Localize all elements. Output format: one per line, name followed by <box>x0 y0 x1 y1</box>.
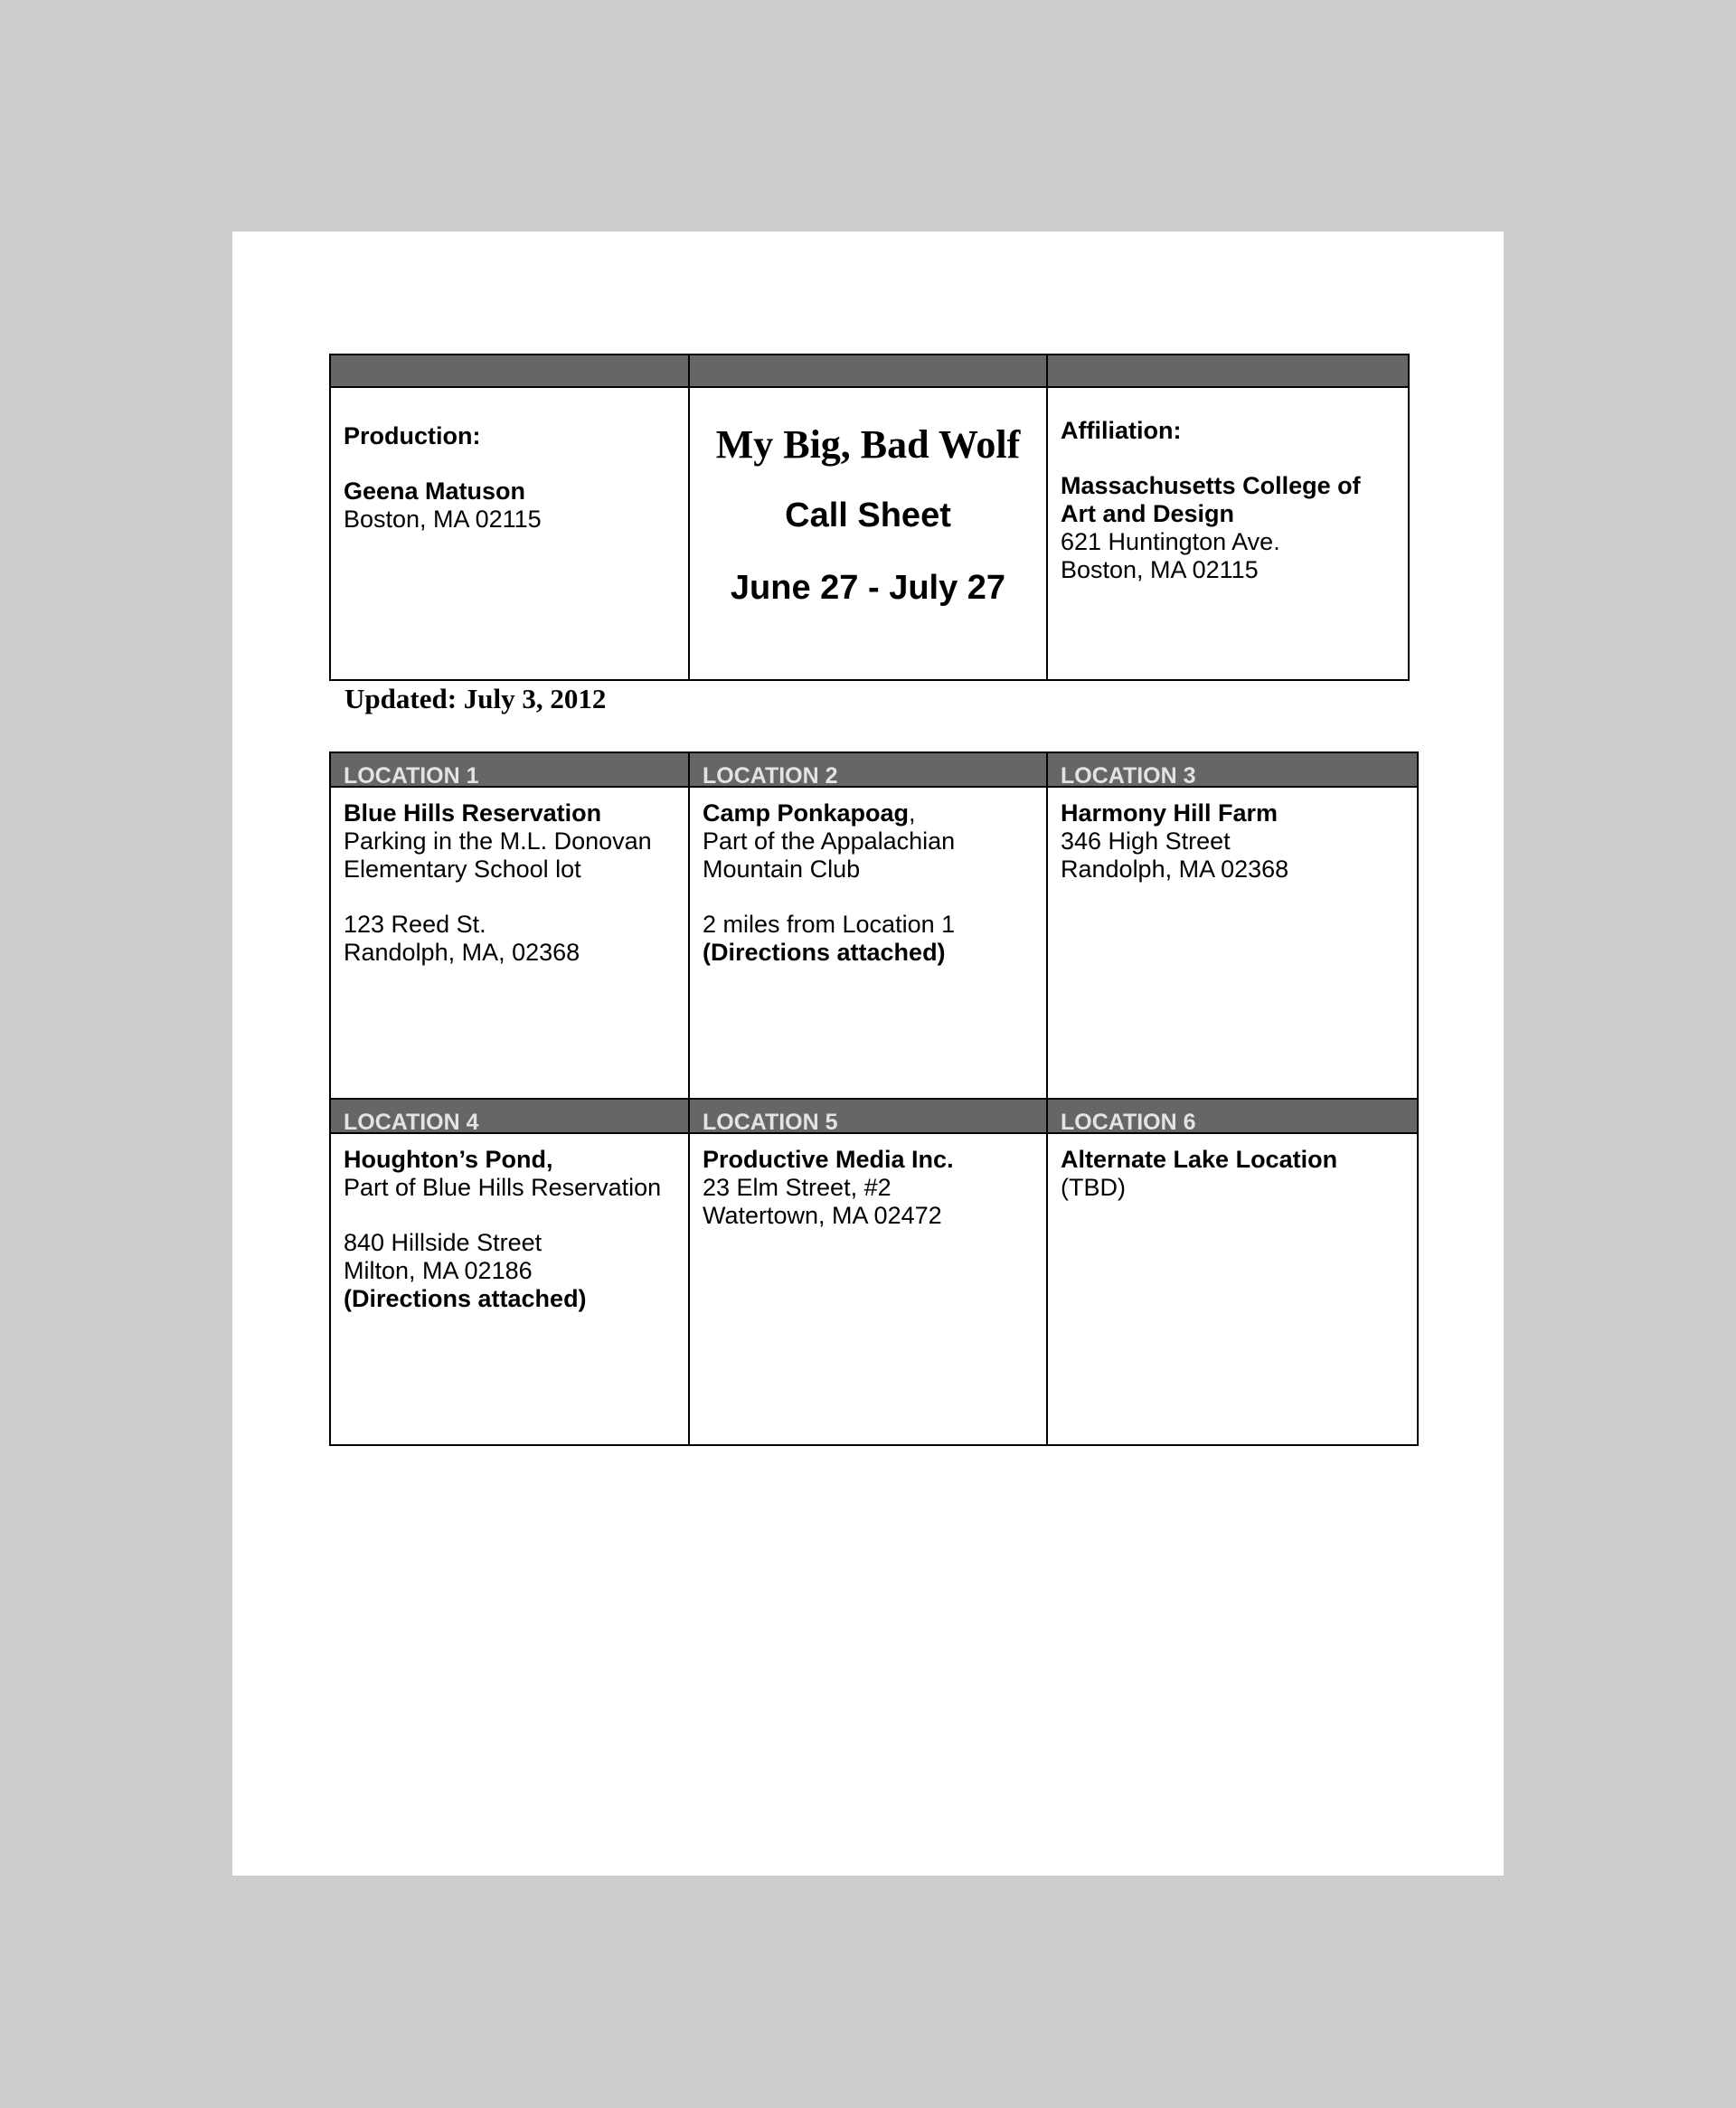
document-title: Call Sheet <box>785 496 951 534</box>
document-page <box>232 232 1504 1876</box>
locations-header-row-2 <box>330 1099 1418 1133</box>
directions-note: (Directions attached) <box>703 939 946 966</box>
locations-row-2 <box>330 1133 1418 1445</box>
header-table <box>329 354 1410 681</box>
affiliation-name-line1: Massachusetts College of <box>1061 472 1361 499</box>
location-3-cell <box>1047 787 1418 1099</box>
location-5-cell <box>689 1133 1047 1445</box>
header-table-body <box>330 387 1409 680</box>
affiliation-cell <box>1047 387 1409 680</box>
location-address-street: 346 High Street <box>1061 827 1231 855</box>
affiliation-city: Boston, MA 02115 <box>1061 556 1259 583</box>
location-address-street: 840 Hillside Street <box>344 1229 542 1256</box>
location-address-city: Randolph, MA, 02368 <box>344 939 580 966</box>
locations-header-row-1 <box>330 752 1418 787</box>
production-label: Production: <box>344 422 481 449</box>
location-6-cell <box>1047 1133 1418 1445</box>
location-detail: (TBD) <box>1061 1174 1126 1201</box>
location-address-street: 123 Reed St. <box>344 911 486 938</box>
header-table-top-bar <box>330 354 1409 387</box>
location-heading: LOCATION 6 <box>1047 1099 1418 1133</box>
location-name: Camp Ponkapoag <box>703 799 910 827</box>
production-cell <box>330 387 689 680</box>
locations-table <box>329 752 1419 1446</box>
location-1-cell <box>330 787 689 1099</box>
location-heading: LOCATION 3 <box>1047 752 1418 787</box>
location-detail: Part of the Appalachian <box>703 827 956 855</box>
location-name: Alternate Lake Location <box>1061 1146 1338 1173</box>
film-title: My Big, Bad Wolf <box>715 422 1021 467</box>
location-heading: LOCATION 4 <box>330 1099 689 1133</box>
locations-row-1 <box>330 787 1418 1099</box>
location-2-cell: Camp Ponkapoag, Part of the Appalachian Mountain Club 2 miles from Location 1 (Directions attached) <box>689 787 1047 1099</box>
updated-date: Updated: July 3, 2012 <box>344 683 607 714</box>
location-detail: Part of Blue Hills Reservation <box>344 1174 662 1201</box>
affiliation-street: 621 Huntington Ave. <box>1061 528 1280 555</box>
location-distance: 2 miles from Location 1 <box>703 911 956 938</box>
production-city: Boston, MA 02115 <box>344 506 542 533</box>
title-cell <box>689 387 1047 680</box>
location-detail: Elementary School lot <box>344 855 581 883</box>
location-detail: Mountain Club <box>703 855 861 883</box>
shoot-dates: June 27 - July 27 <box>730 569 1006 607</box>
affiliation-name-line2: Art and Design <box>1061 500 1235 527</box>
affiliation-label: Affiliation: <box>1061 417 1182 444</box>
location-detail: Parking in the M.L. Donovan <box>344 827 652 855</box>
location-name: Harmony Hill Farm <box>1061 799 1278 827</box>
location-name: Productive Media Inc. <box>703 1146 954 1173</box>
location-address-city: Randolph, MA 02368 <box>1061 855 1289 883</box>
location-name: Blue Hills Reservation <box>344 799 602 827</box>
production-name: Geena Matuson <box>344 477 526 505</box>
location-address-street: 23 Elm Street, #2 <box>703 1174 892 1201</box>
directions-note: (Directions attached) <box>344 1285 587 1312</box>
location-4-cell <box>330 1133 689 1445</box>
location-address-city: Watertown, MA 02472 <box>703 1202 942 1229</box>
location-name: Houghton’s Pond, <box>344 1146 553 1173</box>
location-heading: LOCATION 5 <box>689 1099 1047 1133</box>
location-heading: LOCATION 2 <box>689 752 1047 787</box>
location-address-city: Milton, MA 02186 <box>344 1257 533 1284</box>
location-heading: LOCATION 1 <box>330 752 689 787</box>
